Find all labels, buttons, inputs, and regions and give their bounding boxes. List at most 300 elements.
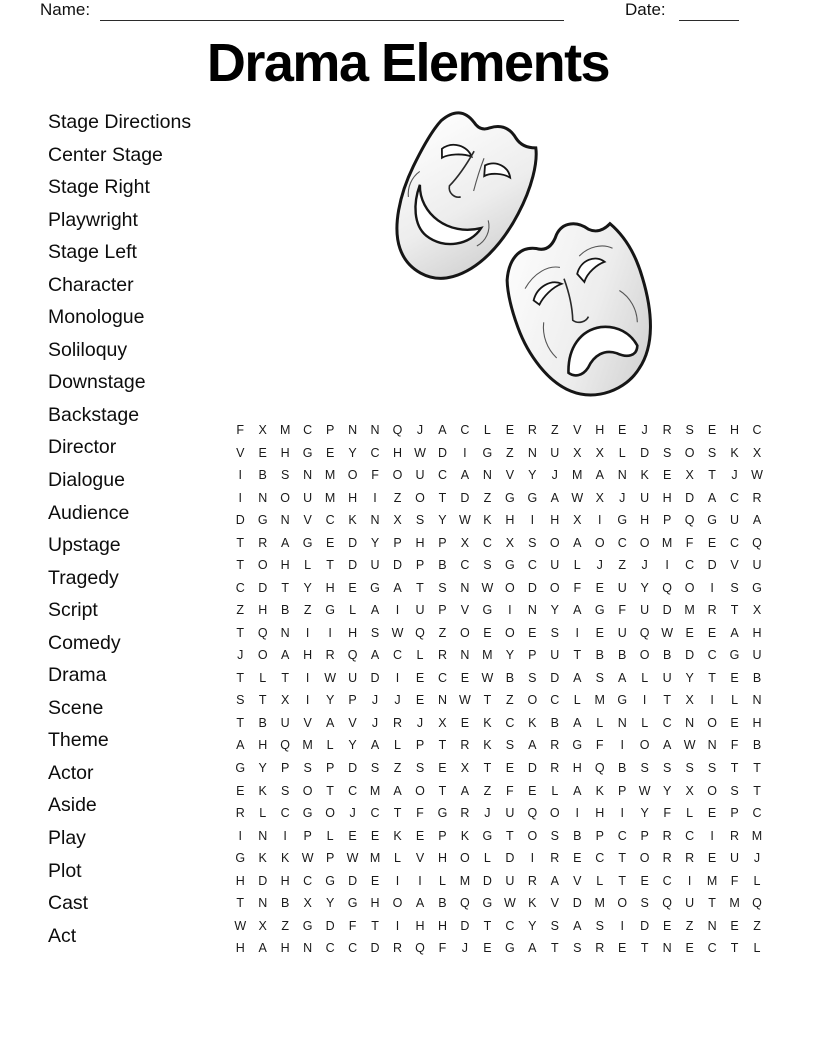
grid-cell: D xyxy=(527,580,537,595)
grid-cell: U xyxy=(617,580,627,595)
grid-cell: Z xyxy=(281,918,289,933)
grid-cell: C xyxy=(370,806,380,821)
grid-cell: K xyxy=(258,851,267,866)
grid-cell: X xyxy=(460,535,470,550)
grid-cell: C xyxy=(280,806,290,821)
grid-cell: I xyxy=(373,490,377,505)
grid-cell: D xyxy=(393,558,403,573)
grid-cell: J xyxy=(416,423,424,438)
grid-cell: M xyxy=(482,648,493,663)
grid-cell: C xyxy=(482,535,492,550)
grid-cell: G xyxy=(482,445,493,460)
grid-cell: S xyxy=(281,783,290,798)
word-list-item: Drama xyxy=(48,664,107,687)
grid-cell: X xyxy=(438,715,447,730)
grid-cell: B xyxy=(505,670,515,685)
grid-cell: L xyxy=(641,670,649,685)
grid-cell: D xyxy=(235,513,245,528)
grid-cell: E xyxy=(483,941,492,956)
grid-cell: W xyxy=(414,445,426,460)
grid-cell: S xyxy=(236,693,245,708)
grid-cell: D xyxy=(662,603,672,618)
grid-cell: P xyxy=(325,423,335,438)
grid-cell: D xyxy=(258,580,268,595)
grid-cell: O xyxy=(460,851,470,866)
grid-cell: E xyxy=(595,580,604,595)
grid-cell: U xyxy=(303,490,313,505)
grid-cell: Q xyxy=(527,806,538,821)
grid-cell: S xyxy=(483,558,492,573)
grid-cell: L xyxy=(483,851,491,866)
grid-cell: O xyxy=(527,693,538,708)
grid-cell: S xyxy=(370,760,380,775)
grid-cell: E xyxy=(325,535,335,550)
grid-cell: F xyxy=(416,806,424,821)
grid-cell: Z xyxy=(236,603,245,618)
grid-cell: E xyxy=(415,828,425,843)
grid-cell: Z xyxy=(483,490,492,505)
grid-cell: M xyxy=(459,873,471,888)
grid-cell: M xyxy=(594,896,605,911)
grid-cell: C xyxy=(707,941,717,956)
grid-cell: N xyxy=(258,896,268,911)
grid-cell: U xyxy=(348,670,358,685)
grid-cell: I xyxy=(642,693,647,708)
grid-cell: G xyxy=(617,693,628,708)
grid-cell: T xyxy=(236,896,245,911)
grid-cell: D xyxy=(550,670,560,685)
grid-cell: G xyxy=(235,760,246,775)
grid-cell: A xyxy=(573,603,582,618)
grid-cell: H xyxy=(258,738,268,753)
grid-cell: G xyxy=(325,873,335,888)
grid-cell: X xyxy=(281,693,290,708)
grid-cell: S xyxy=(595,918,604,933)
grid-cell: E xyxy=(595,625,604,640)
grid-cell: H xyxy=(415,535,425,550)
grid-cell: Y xyxy=(348,738,357,753)
grid-cell: L xyxy=(326,738,334,753)
grid-cell: B xyxy=(258,468,267,483)
grid-cell: U xyxy=(505,873,515,888)
grid-cell: B xyxy=(662,648,672,663)
grid-cell: A xyxy=(460,783,470,798)
grid-cell: W xyxy=(481,670,494,685)
grid-cell: K xyxy=(348,513,357,528)
grid-cell: T xyxy=(483,918,492,933)
grid-cell: O xyxy=(257,648,268,663)
grid-cell: A xyxy=(258,941,267,956)
grid-cell: P xyxy=(415,558,425,573)
grid-cell: L xyxy=(686,806,694,821)
grid-cell: X xyxy=(258,918,267,933)
grid-cell: E xyxy=(707,625,717,640)
word-list-item: Audience xyxy=(48,501,130,524)
grid-cell: A xyxy=(573,670,582,685)
grid-cell: A xyxy=(370,648,380,663)
grid-cell: R xyxy=(550,760,560,775)
grid-cell: S xyxy=(528,535,537,550)
grid-cell: O xyxy=(549,806,560,821)
grid-cell: N xyxy=(303,468,313,483)
grid-cell: E xyxy=(460,715,470,730)
grid-cell: E xyxy=(348,580,357,595)
grid-cell: C xyxy=(325,513,335,528)
grid-cell: V xyxy=(550,896,559,911)
grid-cell: I xyxy=(305,670,310,685)
grid-cell: T xyxy=(640,941,649,956)
grid-cell: S xyxy=(662,445,672,460)
grid-cell: U xyxy=(617,625,627,640)
grid-cell: H xyxy=(325,580,335,595)
grid-cell: O xyxy=(280,490,291,505)
grid-cell: P xyxy=(415,738,425,753)
grid-cell: N xyxy=(707,918,717,933)
grid-cell: B xyxy=(595,648,604,663)
grid-cell: H xyxy=(415,918,425,933)
grid-cell: G xyxy=(617,513,628,528)
grid-cell: E xyxy=(707,423,717,438)
grid-cell: V xyxy=(505,468,515,483)
grid-cell: S xyxy=(550,828,559,843)
grid-cell: K xyxy=(258,783,267,798)
grid-cell: G xyxy=(302,918,313,933)
grid-cell: Y xyxy=(550,603,559,618)
grid-cell: Y xyxy=(370,535,380,550)
grid-cell: J xyxy=(619,490,626,505)
grid-cell: T xyxy=(663,693,671,708)
grid-cell: B xyxy=(752,670,762,685)
grid-cell: X xyxy=(595,445,604,460)
grid-cell: K xyxy=(483,715,492,730)
grid-cell: G xyxy=(302,445,313,460)
grid-cell: N xyxy=(527,445,537,460)
grid-cell: N xyxy=(617,715,627,730)
grid-cell: N xyxy=(460,648,470,663)
grid-cell: O xyxy=(639,648,650,663)
grid-cell: K xyxy=(640,468,649,483)
grid-cell: S xyxy=(505,738,515,753)
grid-cell: L xyxy=(596,873,604,888)
grid-cell: R xyxy=(662,423,672,438)
grid-cell: H xyxy=(280,941,290,956)
grid-cell: O xyxy=(415,490,425,505)
word-list-item: Upstage xyxy=(48,534,121,557)
name-write-line xyxy=(100,2,564,21)
grid-cell: A xyxy=(370,603,380,618)
word-list-item: Backstage xyxy=(48,403,140,426)
grid-cell: E xyxy=(348,828,357,843)
grid-cell: E xyxy=(528,783,537,798)
grid-cell: S xyxy=(707,760,717,775)
grid-cell: Z xyxy=(393,490,402,505)
grid-cell: J xyxy=(641,558,648,573)
word-list-item: Aside xyxy=(48,794,97,817)
grid-cell: W xyxy=(391,625,404,640)
grid-cell: T xyxy=(753,783,761,798)
grid-cell: N xyxy=(370,513,380,528)
grid-cell: X xyxy=(595,490,604,505)
grid-cell: T xyxy=(236,625,245,640)
grid-cell: O xyxy=(415,783,425,798)
grid-cell: H xyxy=(303,648,313,663)
grid-cell: C xyxy=(752,806,762,821)
grid-cell: J xyxy=(731,468,738,483)
grid-cell: R xyxy=(685,851,695,866)
grid-cell: J xyxy=(551,468,558,483)
grid-cell: K xyxy=(595,783,604,798)
grid-cell: A xyxy=(595,468,604,483)
grid-cell: Q xyxy=(594,760,605,775)
grid-cell: A xyxy=(573,535,582,550)
grid-cell: W xyxy=(459,693,471,708)
grid-cell: X xyxy=(573,445,582,460)
grid-cell: Y xyxy=(685,670,694,685)
grid-cell: A xyxy=(325,715,335,730)
grid-cell: R xyxy=(550,851,560,866)
grid-cell: P xyxy=(325,851,335,866)
grid-cell: R xyxy=(550,738,560,753)
grid-cell: S xyxy=(730,783,739,798)
grid-cell: Q xyxy=(684,513,695,528)
grid-cell: R xyxy=(235,806,245,821)
grid-cell: M xyxy=(369,783,381,798)
grid-cell: T xyxy=(393,806,402,821)
grid-cell: G xyxy=(437,806,448,821)
grid-cell: H xyxy=(662,490,672,505)
grid-cell: F xyxy=(506,783,514,798)
grid-cell: T xyxy=(730,603,739,618)
grid-cell: G xyxy=(347,896,358,911)
grid-cell: R xyxy=(752,490,762,505)
grid-cell: C xyxy=(303,873,313,888)
grid-cell: L xyxy=(641,715,649,730)
grid-cell: X xyxy=(685,468,694,483)
word-list-item: Stage Right xyxy=(48,176,150,199)
grid-cell: Q xyxy=(752,896,762,911)
grid-cell: H xyxy=(550,513,560,528)
grid-cell: L xyxy=(483,423,491,438)
grid-cell: D xyxy=(572,896,582,911)
grid-cell: H xyxy=(640,513,650,528)
grid-cell: T xyxy=(753,760,761,775)
grid-cell: T xyxy=(236,558,245,573)
grid-cell: E xyxy=(438,760,447,775)
grid-cell: Z xyxy=(393,760,402,775)
grid-cell: H xyxy=(437,918,447,933)
grid-cell: C xyxy=(460,423,470,438)
grid-cell: T xyxy=(281,670,289,685)
grid-cell: I xyxy=(620,806,624,821)
grid-cell: I xyxy=(395,670,400,685)
grid-cell: C xyxy=(617,828,627,843)
grid-cell: L xyxy=(551,783,559,798)
grid-cell: G xyxy=(302,806,313,821)
tragedy-mask-icon xyxy=(491,207,676,410)
grid-cell: G xyxy=(707,513,717,528)
grid-cell: T xyxy=(708,468,716,483)
grid-cell: B xyxy=(438,558,447,573)
grid-cell: A xyxy=(393,580,402,595)
grid-cell: R xyxy=(437,648,447,663)
word-list-item: Cast xyxy=(48,892,89,915)
grid-cell: Z xyxy=(506,445,514,460)
grid-cell: O xyxy=(707,783,717,798)
grid-cell: P xyxy=(438,828,447,843)
grid-cell: T xyxy=(438,738,447,753)
grid-cell: P xyxy=(618,783,627,798)
grid-cell: U xyxy=(550,648,560,663)
grid-cell: C xyxy=(617,535,627,550)
grid-cell: K xyxy=(730,445,739,460)
grid-cell: S xyxy=(707,445,717,460)
grid-cell: A xyxy=(707,490,717,505)
grid-cell: R xyxy=(527,873,537,888)
grid-cell: T xyxy=(618,873,627,888)
grid-cell: Q xyxy=(752,535,762,550)
word-list-item: Character xyxy=(48,273,134,296)
grid-cell: H xyxy=(348,625,358,640)
word-list-item: Actor xyxy=(48,761,94,784)
grid-cell: O xyxy=(392,896,403,911)
grid-cell: N xyxy=(258,490,268,505)
grid-cell: F xyxy=(618,603,627,618)
grid-cell: O xyxy=(347,468,358,483)
grid-cell: A xyxy=(550,490,559,505)
grid-cell: D xyxy=(685,490,695,505)
grid-cell: X xyxy=(752,445,762,460)
grid-cell: Y xyxy=(662,783,672,798)
grid-cell: E xyxy=(236,783,245,798)
grid-cell: X xyxy=(752,603,762,618)
grid-cell: T xyxy=(573,648,582,663)
grid-cell: M xyxy=(594,693,605,708)
grid-cell: V xyxy=(348,715,357,730)
grid-cell: R xyxy=(595,941,605,956)
grid-cell: S xyxy=(730,580,739,595)
grid-cell: W xyxy=(234,918,247,933)
grid-cell: A xyxy=(415,896,425,911)
grid-cell: R xyxy=(460,738,470,753)
grid-cell: H xyxy=(730,423,740,438)
grid-cell: J xyxy=(371,693,379,708)
grid-cell: O xyxy=(257,558,268,573)
grid-cell: C xyxy=(437,468,447,483)
grid-cell: Z xyxy=(685,918,694,933)
grid-cell: U xyxy=(415,603,425,618)
grid-cell: I xyxy=(238,468,242,483)
grid-cell: R xyxy=(527,423,537,438)
grid-cell: F xyxy=(730,738,739,753)
grid-cell: R xyxy=(662,851,672,866)
grid-cell: S xyxy=(685,760,694,775)
grid-cell: C xyxy=(685,558,695,573)
grid-cell: F xyxy=(371,468,379,483)
grid-cell: P xyxy=(281,760,290,775)
grid-cell: U xyxy=(752,648,762,663)
grid-cell: G xyxy=(257,513,268,528)
grid-cell: Z xyxy=(438,625,447,640)
grid-cell: I xyxy=(395,873,400,888)
grid-cell: F xyxy=(573,580,582,595)
grid-cell: H xyxy=(235,873,245,888)
grid-cell: Q xyxy=(460,896,470,911)
grid-cell: P xyxy=(528,648,537,663)
grid-cell: E xyxy=(325,445,335,460)
grid-cell: X xyxy=(460,760,470,775)
grid-cell: M xyxy=(369,851,381,866)
grid-cell: O xyxy=(684,445,695,460)
grid-cell: P xyxy=(662,513,672,528)
grid-cell: G xyxy=(504,490,515,505)
grid-cell: I xyxy=(418,873,422,888)
grid-cell: E xyxy=(685,625,694,640)
grid-cell: T xyxy=(708,670,716,685)
grid-cell: W xyxy=(346,851,359,866)
grid-cell: O xyxy=(549,535,560,550)
word-list-item: Dialogue xyxy=(48,469,125,492)
grid-cell: O xyxy=(527,828,538,843)
grid-cell: U xyxy=(730,851,740,866)
grid-cell: D xyxy=(348,760,358,775)
grid-cell: L xyxy=(349,603,357,618)
grid-cell: N xyxy=(685,715,695,730)
grid-cell: R xyxy=(393,715,403,730)
date-label: Date: xyxy=(625,0,666,19)
grid-cell: I xyxy=(575,806,579,821)
grid-cell: U xyxy=(505,806,515,821)
grid-cell: O xyxy=(639,535,650,550)
grid-cell: G xyxy=(572,738,583,753)
grid-cell: Q xyxy=(415,941,425,956)
grid-cell: N xyxy=(617,468,627,483)
grid-cell: P xyxy=(348,693,357,708)
grid-cell: J xyxy=(461,941,469,956)
grid-cell: S xyxy=(528,670,537,685)
grid-cell: H xyxy=(505,513,515,528)
grid-cell: N xyxy=(280,625,290,640)
grid-cell: I xyxy=(620,738,624,753)
grid-cell: D xyxy=(527,760,537,775)
grid-cell: L xyxy=(416,648,424,663)
grid-cell: E xyxy=(707,806,717,821)
grid-cell: F xyxy=(730,873,739,888)
grid-cell: S xyxy=(281,468,290,483)
grid-cell: M xyxy=(302,738,313,753)
grid-cell: I xyxy=(530,851,535,866)
grid-cell: A xyxy=(573,783,582,798)
grid-cell: R xyxy=(707,603,717,618)
grid-cell: I xyxy=(305,693,310,708)
grid-cell: U xyxy=(685,896,695,911)
grid-cell: A xyxy=(393,783,402,798)
grid-cell: L xyxy=(394,851,401,866)
grid-cell: C xyxy=(730,535,740,550)
grid-cell: J xyxy=(371,715,379,730)
grid-cell: J xyxy=(349,806,356,821)
grid-cell: C xyxy=(303,423,313,438)
grid-cell: P xyxy=(393,535,402,550)
grid-cell: G xyxy=(302,535,313,550)
grid-cell: M xyxy=(572,468,583,483)
grid-cell: B xyxy=(550,715,559,730)
grid-cell: C xyxy=(370,445,380,460)
grid-cell: F xyxy=(236,423,245,438)
grid-cell: C xyxy=(393,648,403,663)
grid-cell: W xyxy=(481,580,494,595)
grid-cell: I xyxy=(575,625,579,640)
grid-cell: P xyxy=(303,828,312,843)
